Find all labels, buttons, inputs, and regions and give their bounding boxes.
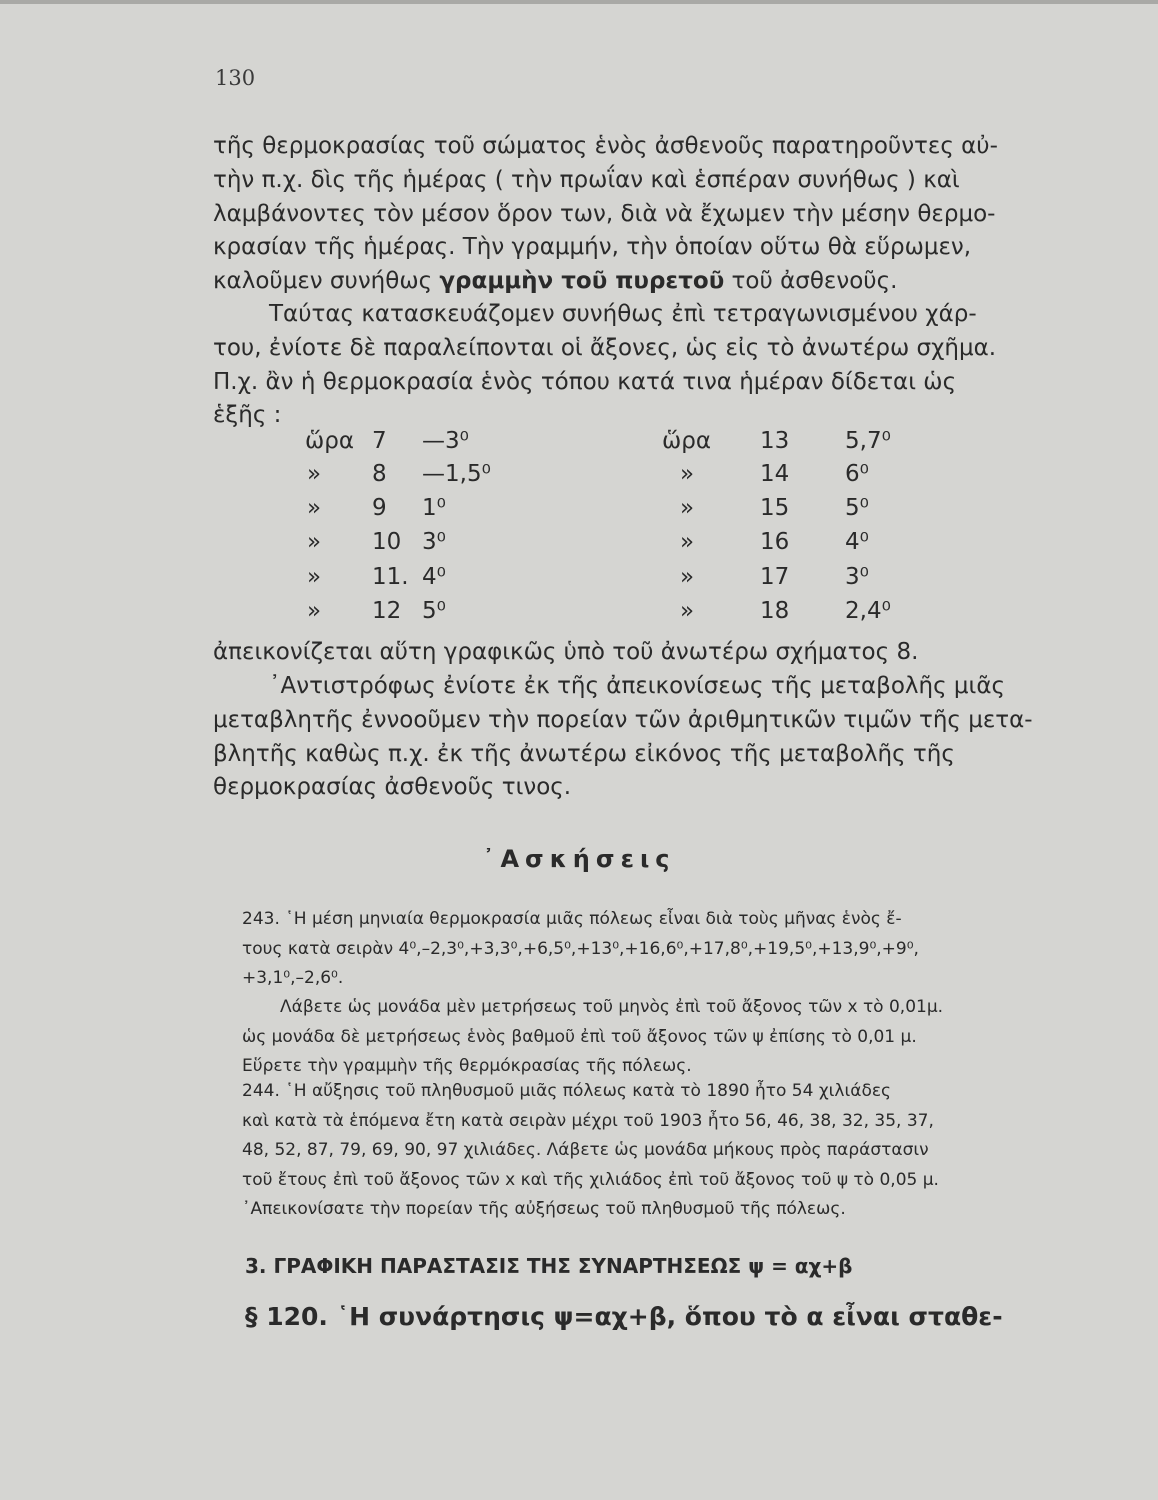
table-row [0, 428, 1158, 460]
hour-value: 10 [372, 529, 402, 555]
temp-value: 3⁰ [422, 529, 446, 555]
text-run: τοῦ ἀσθενοῦς. [724, 268, 898, 295]
scan-top-edge [0, 0, 1158, 4]
temp-value: 1⁰ [422, 495, 446, 521]
paragraph-2 [213, 298, 1113, 433]
hour-value: 16 [760, 529, 790, 555]
hour-value: 7 [372, 428, 387, 454]
text-line: Π.χ. ἂν ἡ θερμοκρασία ἑνὸς τόπου κατά τινα ἡμέραν δίδεται ὡς [213, 368, 957, 395]
exercises-heading: ᾿Ασκήσεις [482, 845, 676, 873]
hour-value: 9 [372, 495, 387, 521]
ditto-mark: » [680, 495, 695, 521]
ditto-mark: » [680, 461, 695, 487]
table-row [0, 495, 1158, 527]
text-line: καὶ κατὰ τὰ ἑπόμενα ἔτη κατὰ σειρὰν μέχρι τοῦ 1903 ἦτο 56, 46, 38, 32, 35, 37, [242, 1110, 934, 1131]
ditto-mark: » [307, 564, 322, 590]
text-line: ἑξῆς : [213, 402, 282, 429]
text-line: 243. ῾Η μέση μηνιαία θερμοκρασία μιᾶς πόλεως εἶναι διὰ τοὺς μῆνας ἑνὸς ἔ- [242, 909, 902, 929]
page-number: 130 [215, 66, 256, 90]
hour-value: 13 [760, 428, 790, 454]
table-row [0, 564, 1158, 596]
ditto-mark: » [680, 564, 695, 590]
exercise-243 [242, 905, 1112, 994]
hour-value: 17 [760, 564, 790, 590]
section-title: 3. ΓΡΑΦΙΚΗ ΠΑΡΑΣΤΑΣΙΣ ΤΗΣ ΣΥΝΑΡΤΗΣΕΩΣ ψ = αχ+β [245, 1254, 853, 1278]
table-row [0, 529, 1158, 561]
ditto-mark: » [307, 495, 322, 521]
text-line: ᾿Αντιστρόφως ἐνίοτε ἐκ τῆς ἀπεικονίσεως τῆς μεταβολῆς μιᾶς [269, 673, 1005, 699]
text-line: τους κατὰ σειρὰν 4⁰,–2,3⁰,+3,3⁰,+6,5⁰,+13⁰,+16,6⁰,+17,8⁰,+19,5⁰,+13,9⁰,+9⁰, [242, 938, 919, 959]
ditto-mark: » [307, 461, 322, 487]
text-line: ἀπεικονίζεται αὕτη γραφικῶς ὑπὸ τοῦ ἀνωτέρω σχήματος 8. [213, 639, 919, 665]
ditto-mark: » [680, 598, 695, 624]
text-line: ᾿Απεικονίσατε τὴν πορείαν τῆς αὐξήσεως τοῦ πληθυσμοῦ τῆς πόλεως. [242, 1199, 846, 1219]
temp-value: 3⁰ [845, 564, 869, 590]
temp-value: 2,4⁰ [845, 598, 891, 624]
table-row [0, 461, 1158, 493]
text-line: Ταύτας κατασκευάζομεν συνήθως ἐπὶ τετραγωνισμένου χάρ- [269, 301, 977, 327]
text-line: λαμβάνοντες τὸν μέσον ὅρον των, διὰ νὰ ἔχωμεν τὴν μέσην θερμο- [213, 200, 996, 227]
temp-value: —3⁰ [422, 428, 469, 454]
hour-value: 14 [760, 461, 790, 487]
exercise-243-instructions [242, 993, 1112, 1082]
text-line: βλητῆς καθὼς π.χ. ἐκ τῆς ἀνωτέρω εἰκόνος τῆς μεταβολῆς τῆς [213, 740, 955, 767]
exercise-244 [242, 1077, 1112, 1225]
ditto-mark: » [680, 529, 695, 555]
text-line: 48, 52, 87, 79, 69, 90, 97 χιλιάδες. Λάβετε ὡς μονάδα μήκους πρὸς παράστασιν [242, 1140, 929, 1160]
text-line: ὡς μονάδα δὲ μετρήσεως ἑνὸς βαθμοῦ ἐπὶ τοῦ ἄξονος τῶν ψ ἐπίσης τὸ 0,01 μ. [242, 1026, 917, 1047]
temperature-table [0, 428, 1158, 628]
text-line: Εὕρετε τὴν γραμμὴν τῆς θερμόκρασίας τῆς πόλεως. [242, 1056, 692, 1076]
temp-value: 5⁰ [422, 598, 446, 624]
hour-label: ὥρα [305, 428, 355, 454]
table-row [0, 598, 1158, 630]
text-line [213, 265, 1113, 299]
hour-label: ὥρα [662, 428, 712, 454]
text-line: τοῦ ἔτους ἐπὶ τοῦ ἄξονος τῶν x καὶ τῆς χιλιάδος ἐπὶ τοῦ ἄξονος τοῦ ψ τὸ 0,05 μ. [242, 1169, 939, 1190]
hour-value: 18 [760, 598, 790, 624]
hour-value: 12 [372, 598, 402, 624]
temp-value: 5⁰ [845, 495, 869, 521]
text-line: θερμοκρασίας ἀσθενοῦς τινος. [213, 774, 572, 801]
temp-value: 4⁰ [845, 529, 869, 555]
paragraph-title: § 120. ῾Η συνάρτησις ψ=αχ+β, ὅπου τὸ α εἶναι σταθε- [245, 1302, 1003, 1331]
text-line: τῆς θερμοκρασίας τοῦ σώματος ἑνὸς ἀσθενοῦς παρατηροῦντες αὐ- [213, 133, 998, 159]
hour-value: 11. [372, 564, 409, 590]
text-line: του, ἐνίοτε δὲ παραλείπονται οἱ ἄξονες, ὡς εἰς τὸ ἀνωτέρω σχῆμα. [213, 334, 997, 361]
text-line: μεταβλητῆς ἐννοοῦμεν τὴν πορείαν τῶν ἀριθμητικῶν τιμῶν τῆς μετα- [213, 706, 1033, 733]
temp-value: —1,5⁰ [422, 461, 491, 487]
paragraph-1 [213, 130, 1113, 299]
temp-value: 5,7⁰ [845, 428, 891, 454]
hour-value: 15 [760, 495, 790, 521]
emphasized-term: γραμμὴν τοῦ πυρετοῦ [439, 268, 725, 295]
text-line: κρασίαν τῆς ἡμέρας. Τὴν γραμμήν, τὴν ὁποίαν οὕτω θὰ εὕρωμεν, [213, 234, 972, 261]
ditto-mark: » [307, 529, 322, 555]
text-line: τὴν π.χ. δὶς τῆς ἡμέρας ( τὴν πρωΐαν καὶ ἑσπέραν συνήθως ) καὶ [213, 166, 960, 193]
paragraph-3 [213, 636, 1113, 670]
temp-value: 4⁰ [422, 564, 446, 590]
text-line: +3,1⁰,–2,6⁰. [242, 968, 344, 988]
text-line: Λάβετε ὡς μονάδα μὲν μετρήσεως τοῦ μηνὸς ἐπὶ τοῦ ἄξονος τῶν x τὸ 0,01μ. [280, 997, 944, 1017]
text-line: 244. ῾Η αὔξησις τοῦ πληθυσμοῦ μιᾶς πόλεως κατὰ τὸ 1890 ἦτο 54 χιλιάδες [242, 1081, 892, 1101]
text-run: καλοῦμεν συνήθως [213, 268, 440, 295]
paragraph-4 [213, 670, 1113, 805]
temp-value: 6⁰ [845, 461, 869, 487]
ditto-mark: » [307, 598, 322, 624]
hour-value: 8 [372, 461, 387, 487]
